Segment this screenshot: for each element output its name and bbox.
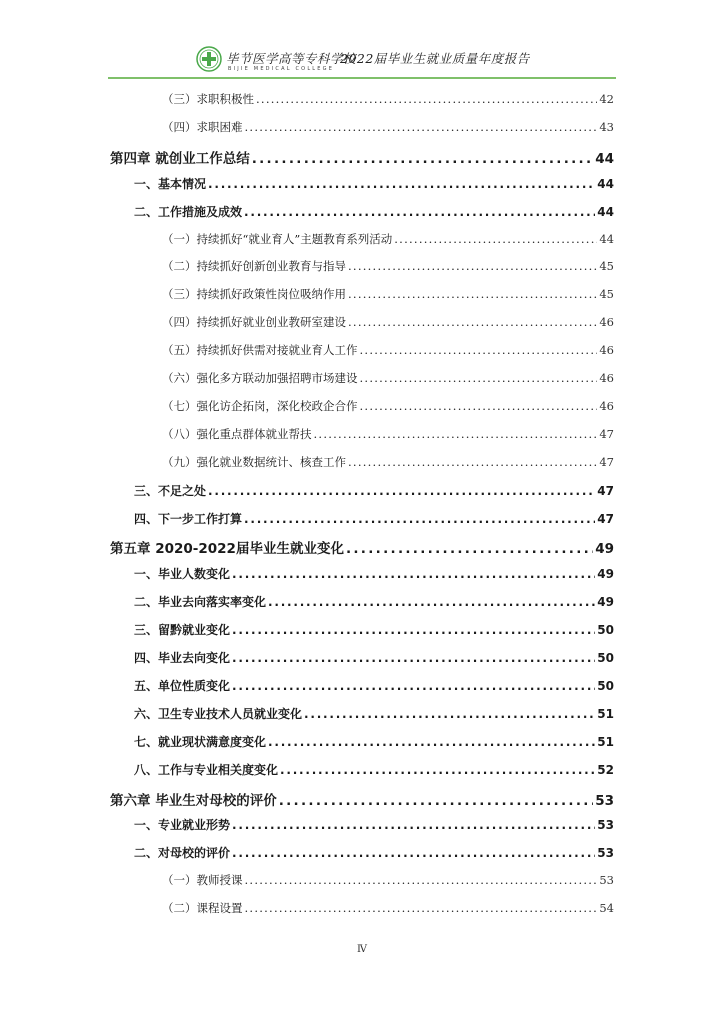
toc-entry-page: 49 (597, 595, 614, 610)
page-number: Ⅳ (357, 944, 367, 955)
toc-leader-dots (232, 679, 595, 693)
toc-entry-label: 六、卫生专业技术人员就业变化 (134, 706, 303, 721)
toc-entry-sub[interactable] (162, 258, 614, 274)
toc-entry-label: 第四章 就创业工作总结 (110, 150, 250, 167)
toc-entry-page: 50 (597, 623, 614, 638)
toc-entry-sub[interactable] (162, 872, 614, 888)
toc-entry-page: 45 (599, 287, 614, 302)
toc-entry-label: （七）强化访企拓岗，深化校政企合作 (162, 398, 358, 413)
toc-entry-section[interactable] (134, 565, 614, 582)
toc-entry-page: 44 (597, 204, 614, 219)
toc-entry-page: 42 (599, 92, 614, 106)
toc-entry-page: 49 (595, 541, 614, 558)
toc-leader-dots (360, 371, 598, 385)
toc-entry-page: 44 (597, 176, 614, 191)
toc-entry-page: 50 (597, 678, 614, 693)
toc-leader-dots (304, 707, 595, 721)
toc-entry-label: （一）持续抓好“就业育人”主题教育系列活动 (162, 231, 393, 246)
toc-entry-section[interactable] (134, 816, 614, 833)
toc-leader-dots (348, 259, 597, 273)
toc-entry-page: 50 (597, 651, 614, 665)
toc-leader-dots (314, 427, 598, 441)
toc-entry-section[interactable] (134, 844, 614, 861)
toc-entry-sub[interactable] (162, 900, 614, 916)
toc-entry-sub[interactable] (162, 286, 614, 302)
toc-entry-label: 第五章 2020-2022届毕业生就业变化 (110, 541, 344, 558)
toc-leader-dots (394, 232, 597, 246)
report-title: 2022届毕业生就业质量年度报告 (340, 51, 530, 66)
toc-entry-page: 53 (595, 792, 614, 809)
toc-leader-dots (245, 901, 598, 915)
toc-entry-label: （一）教师授课 (162, 873, 243, 888)
toc-entry-page: 49 (597, 567, 614, 582)
toc-leader-dots (245, 873, 598, 887)
toc-leader-dots (279, 793, 594, 809)
toc-entry-page: 44 (595, 150, 614, 167)
toc-entry-section[interactable] (134, 761, 614, 778)
toc-leader-dots (346, 541, 593, 557)
toc-leader-dots (360, 343, 598, 357)
toc-leader-dots (348, 455, 597, 469)
toc-entry-page: 44 (599, 231, 614, 246)
toc-leader-dots (232, 818, 595, 832)
toc-entry-section[interactable] (134, 175, 614, 192)
toc-entry-page: 47 (599, 426, 614, 441)
toc-leader-dots (256, 92, 597, 106)
toc-entry-label: 一、毕业人数变化 (134, 567, 231, 582)
toc-entry-page: 46 (599, 315, 614, 330)
toc-entry-label: （五）持续抓好供需对接就业育人工作 (162, 343, 358, 358)
school-name: 毕节医学高等专科学校 (226, 51, 357, 66)
toc-entry-label: 八、工作与专业相关度变化 (134, 762, 279, 777)
toc-entry-label: 第六章 毕业生对母校的评价 (110, 792, 277, 809)
toc-entry-sub[interactable] (162, 454, 614, 470)
toc-entry-page: 43 (599, 119, 614, 134)
toc-entry-page: 54 (599, 901, 614, 916)
toc-entry-label: （三）求职积极性 (162, 92, 254, 106)
toc-entry-sub[interactable] (162, 398, 614, 414)
toc-entry-section[interactable] (134, 621, 614, 638)
school-english-name: BIJIE MEDICAL COLLEGE (228, 66, 335, 72)
toc-entry-label: 三、不足之处 (134, 483, 207, 498)
header-divider (108, 77, 616, 79)
toc-entry-label: （四）求职困难 (162, 119, 243, 134)
toc-entry-label: 一、基本情况 (134, 176, 207, 191)
toc-entry-label: （二）课程设置 (162, 901, 243, 916)
toc-entry-section[interactable] (134, 705, 614, 722)
page-header (0, 44, 724, 78)
toc-leader-dots (232, 567, 595, 581)
toc-leader-dots (348, 315, 597, 329)
toc-leader-dots (244, 205, 595, 219)
toc-leader-dots (232, 623, 595, 637)
toc-entry-page: 53 (599, 873, 614, 888)
toc-entry-section[interactable] (134, 677, 614, 694)
toc-entry-page: 52 (597, 762, 614, 777)
toc-entry-sub[interactable] (162, 426, 614, 442)
toc-entry-sub[interactable] (162, 119, 614, 135)
toc-leader-dots (208, 177, 595, 191)
toc-entry-label: 一、专业就业形势 (134, 818, 231, 833)
toc-leader-dots (245, 120, 598, 134)
toc-entry-label: （六）强化多方联动加强招聘市场建设 (162, 371, 358, 385)
toc-entry-section[interactable] (134, 593, 614, 610)
toc-entry-chapter[interactable] (110, 147, 614, 167)
toc-entry-label: （二）持续抓好创新创业教育与指导 (162, 259, 346, 274)
toc-leader-dots (232, 651, 595, 665)
toc-entry-section[interactable] (134, 482, 614, 499)
toc-entry-section[interactable] (134, 510, 614, 527)
toc-entry-page: 47 (599, 454, 614, 469)
toc-leader-dots (208, 484, 595, 498)
toc-entry-page: 53 (597, 846, 614, 861)
toc-entry-label: （三）持续抓好政策性岗位吸纳作用 (162, 287, 346, 302)
toc-entry-sub[interactable] (162, 314, 614, 330)
toc-entry-page: 46 (599, 343, 614, 358)
toc-entry-label: （八）强化重点群体就业帮扶 (162, 426, 312, 441)
toc-entry-label: 二、工作措施及成效 (134, 204, 243, 219)
toc-leader-dots (348, 287, 597, 301)
toc-leader-dots (232, 846, 595, 860)
toc-entry-page: 46 (599, 398, 614, 413)
toc-leader-dots (268, 735, 595, 749)
toc-entry-label: 七、就业现状满意度变化 (134, 734, 267, 749)
toc-entry-page: 45 (599, 259, 614, 274)
toc-entry-chapter[interactable] (110, 789, 614, 809)
toc-entry-label: （四）持续抓好就业创业教研室建设 (162, 315, 346, 330)
toc-entry-label: 四、下一步工作打算 (134, 511, 243, 526)
toc-entry-page: 53 (597, 818, 614, 833)
toc-entry-page: 51 (597, 706, 614, 721)
toc-entry-label: 四、毕业去向变化 (134, 651, 231, 665)
toc-leader-dots (244, 512, 595, 526)
toc-entry-section[interactable] (134, 649, 614, 666)
toc-entry-label: 二、对母校的评价 (134, 846, 231, 861)
toc-leader-dots (280, 763, 595, 777)
toc-entry-section[interactable] (134, 203, 614, 220)
toc-leader-dots (252, 151, 594, 167)
toc-entry-label: 三、留黔就业变化 (134, 623, 231, 638)
toc-entry-label: 五、单位性质变化 (134, 678, 231, 693)
school-emblem-icon (196, 46, 222, 72)
toc-entry-page: 47 (597, 511, 614, 526)
toc-entry-page: 46 (599, 371, 614, 385)
toc-entry-section[interactable] (134, 733, 614, 750)
toc-entry-page: 47 (597, 483, 614, 498)
toc-entry-label: （九）强化就业数据统计、核查工作 (162, 454, 346, 469)
toc-leader-dots (268, 595, 595, 609)
toc-entry-sub[interactable] (162, 231, 614, 247)
toc-entry-page: 51 (597, 734, 614, 749)
toc-entry-label: 二、毕业去向落实率变化 (134, 595, 267, 610)
toc-leader-dots (360, 399, 598, 413)
toc-entry-sub[interactable] (162, 370, 614, 386)
toc-entry-sub[interactable] (162, 91, 614, 107)
toc-entry-chapter[interactable] (110, 537, 614, 557)
toc-entry-sub[interactable] (162, 342, 614, 358)
